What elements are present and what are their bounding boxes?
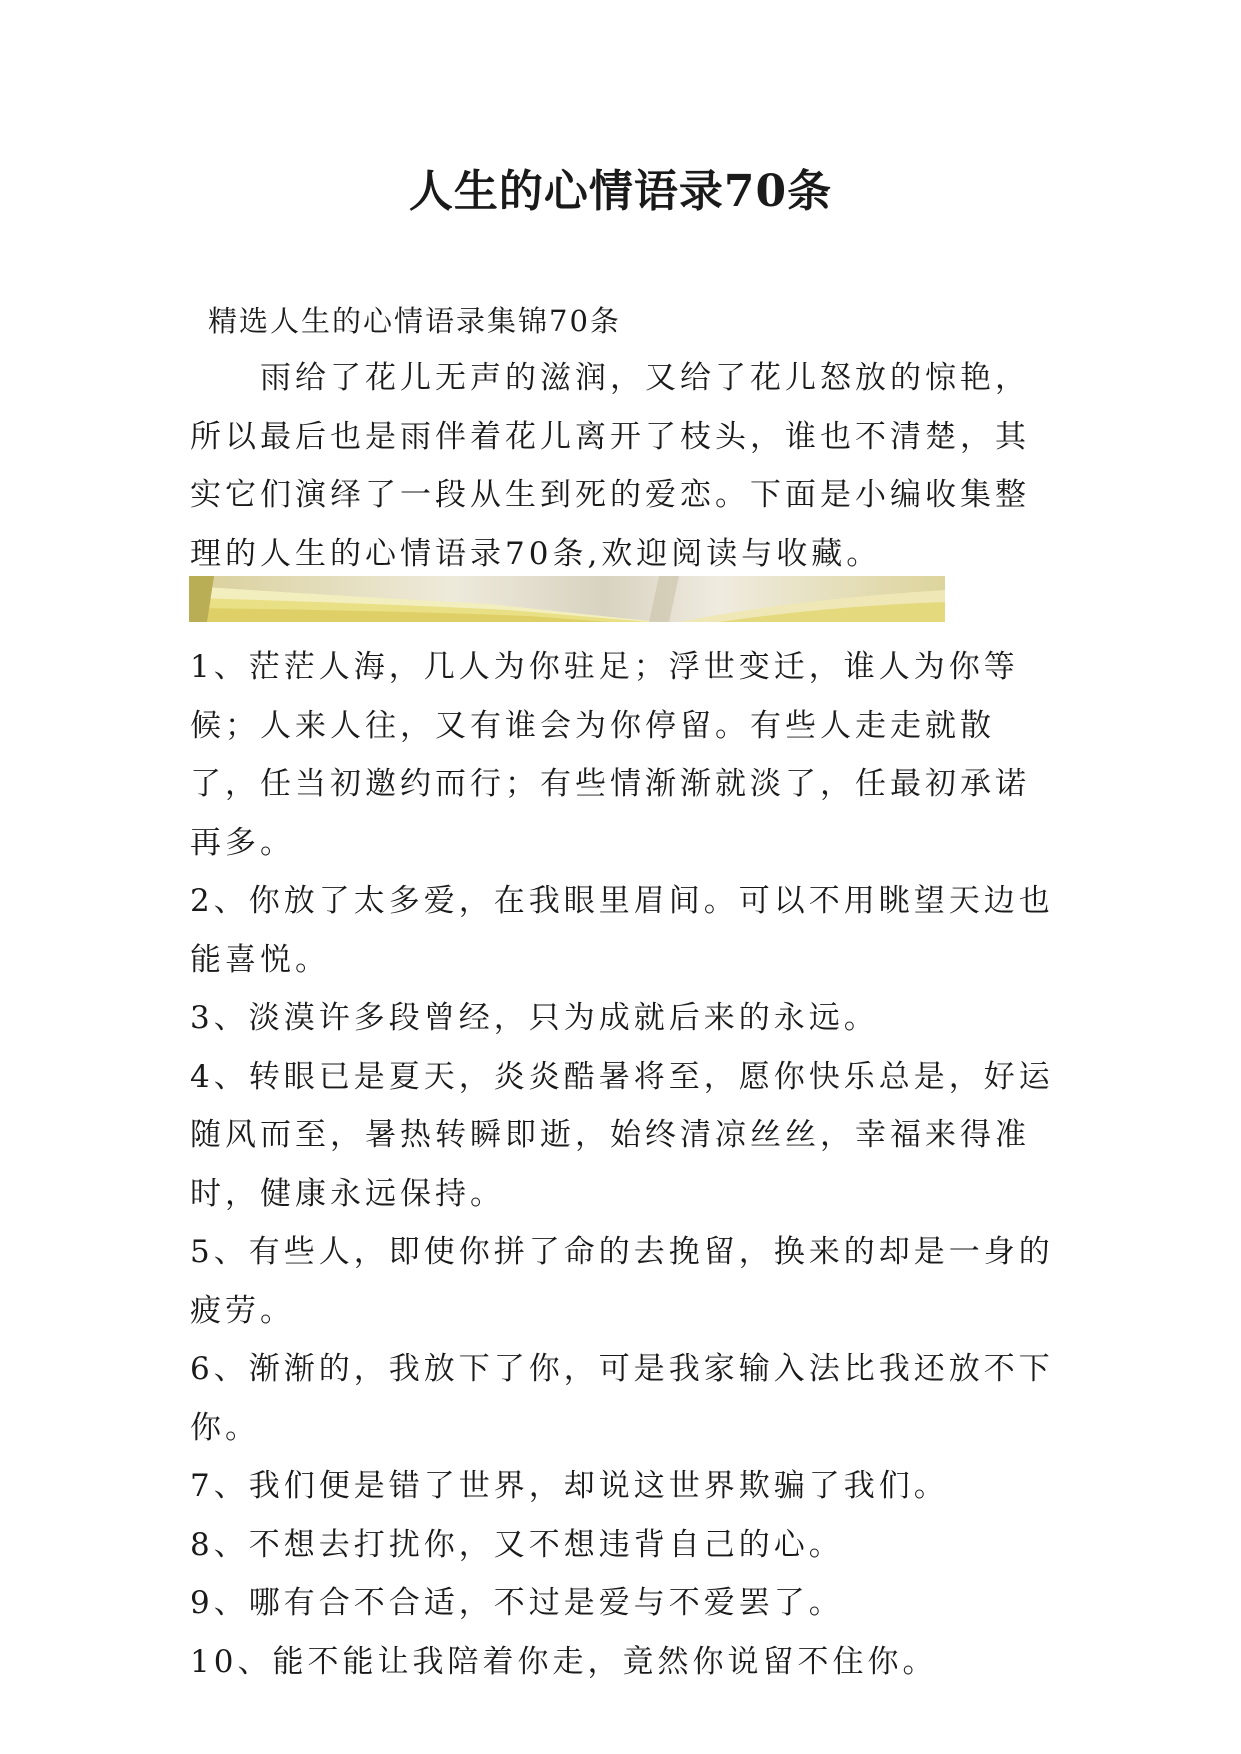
intro-paragraph: 雨给了花儿无声的滋润，又给了花儿怒放的惊艳，所以最后也是雨伴着花儿离开了枝头，谁也不清楚，其实它们演绎了一段从生到死的爱恋。下面是小编收集整理的人生的心情语录70条,欢迎阅读与收藏。: [190, 360, 1030, 572]
quote-item-9: 9、哪有合不合适，不过是爱与不爱罢了。: [190, 1585, 844, 1621]
open-book-image: [189, 576, 945, 622]
quote-item-7: 7、我们便是错了世界，却说这世界欺骗了我们。: [190, 1468, 949, 1504]
quote-item-4: 4、转眼已是夏天，炎炎酷暑将至，愿你快乐总是，好运随风而至，暑热转瞬即逝，始终清凉丝丝，幸福来得准时，健康永远保持。: [190, 1058, 1054, 1212]
document-title: 人生的心情语录70条: [408, 166, 833, 217]
quote-list: [190, 638, 1058, 1691]
quote-item-6: 6、渐渐的，我放下了你，可是我家输入法比我还放不下你。: [190, 1351, 1054, 1446]
quote-item-10: 10、能不能让我陪着你走，竟然你说留不住你。: [190, 1643, 938, 1680]
quote-item-3: 3、淡漠许多段曾经，只为成就后来的永远。: [190, 1000, 879, 1036]
open-book-illustration: [189, 576, 945, 622]
quote-item-5: 5、有些人，即使你拼了命的去挽留，换来的却是一身的疲劳。: [190, 1234, 1054, 1329]
quote-item-2: 2、你放了太多爱，在我眼里眉间。可以不用眺望天边也能喜悦。: [190, 883, 1054, 978]
document-subtitle: 精选人生的心情语录集锦70条: [208, 304, 621, 338]
quote-item-8: 8、不想去打扰你，又不想违背自己的心。: [190, 1526, 844, 1563]
quote-item-1: 1、茫茫人海，几人为你驻足；浮世变迁，谁人为你等候；人来人往，又有谁会为你停留。有些人走走就散了，任当初邀约而行；有些情渐渐就淡了，任最初承诺再多。: [190, 649, 1030, 861]
